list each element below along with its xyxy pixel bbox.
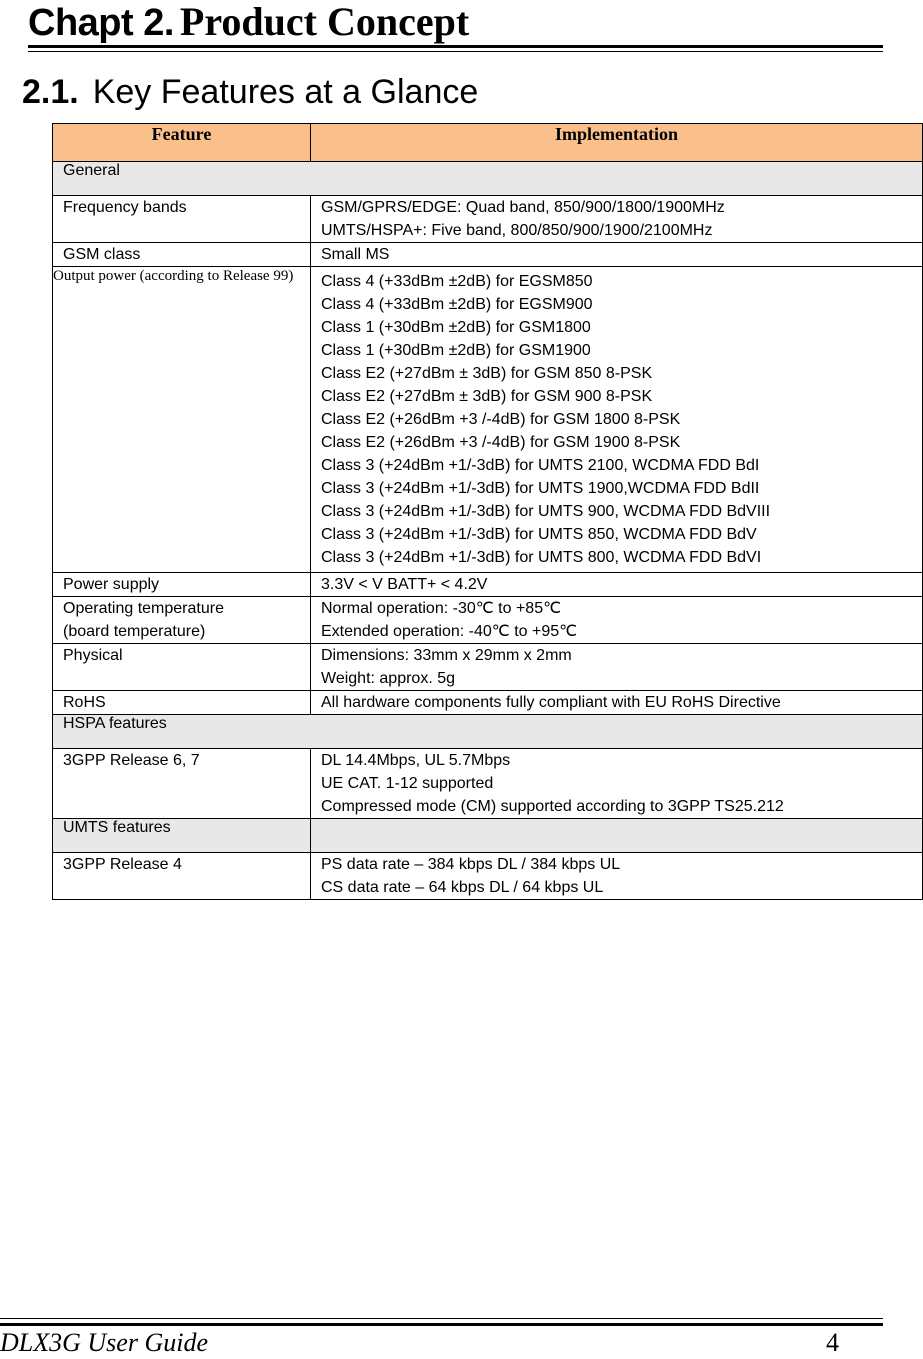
feature-cell: Power supply	[53, 573, 311, 597]
chapter-title	[28, 0, 469, 44]
implementation-line: PS data rate – 384 kbps DL / 384 kbps UL	[321, 856, 621, 873]
group-label: HSPA features	[53, 715, 923, 749]
implementation-cell	[311, 267, 923, 573]
implementation-line: CS data rate – 64 kbps DL / 64 kbps UL	[321, 879, 604, 896]
footer-document-title: DLX3G User Guide	[0, 1328, 208, 1357]
implementation-line: Class 1 (+30dBm ±2dB) for GSM1900	[321, 342, 591, 359]
implementation-line: Extended operation: -40℃ to +95℃	[321, 623, 578, 640]
implementation-line: Normal operation: -30℃ to +85℃	[321, 600, 562, 617]
implementation-line: Class E2 (+27dBm ± 3dB) for GSM 900 8-PSK	[321, 388, 653, 405]
table-row	[53, 573, 923, 597]
table-row	[53, 691, 923, 715]
implementation-cell	[311, 691, 923, 715]
feature-cell: 3GPP Release 4	[53, 853, 311, 900]
implementation-line: Class E2 (+27dBm ± 3dB) for GSM 850 8-PSK	[321, 365, 653, 382]
feature-cell: Physical	[53, 644, 311, 691]
implementation-line: Class 3 (+24dBm +1/-3dB) for UMTS 900, WCDMA FDD BdVIII	[321, 503, 771, 520]
implementation-line: GSM/GPRS/EDGE: Quad band, 850/900/1800/1900MHz	[321, 199, 725, 216]
implementation-cell	[311, 853, 923, 900]
footer-rule-thick	[0, 1323, 883, 1326]
implementation-line: 3.3V < V BATT+ < 4.2V	[321, 576, 488, 593]
feature-cell: Output power (according to Release 99)	[53, 267, 311, 573]
table-header-row	[53, 124, 923, 162]
header-implementation: Implementation	[311, 124, 923, 162]
group-row-general	[53, 162, 923, 196]
implementation-cell	[311, 597, 923, 644]
section-title: Key Features at a Glance	[92, 73, 479, 111]
implementation-cell	[311, 196, 923, 243]
implementation-line: UMTS/HSPA+: Five band, 800/850/900/1900/2100MHz	[321, 222, 713, 239]
group-empty-cell	[311, 819, 923, 853]
implementation-line: All hardware components fully compliant with EU RoHS Directive	[321, 694, 781, 711]
feature-cell: Frequency bands	[53, 196, 311, 243]
implementation-line: Class 3 (+24dBm +1/-3dB) for UMTS 1900,WCDMA FDD BdII	[321, 480, 760, 497]
implementation-line: Class 3 (+24dBm +1/-3dB) for UMTS 2100, WCDMA FDD BdI	[321, 457, 760, 474]
footer-page-number: 4	[826, 1328, 839, 1357]
group-label: UMTS features	[53, 819, 311, 853]
implementation-cell	[311, 749, 923, 819]
table-row	[53, 597, 923, 644]
implementation-line: Compressed mode (CM) supported according to 3GPP TS25.212	[321, 798, 784, 815]
header-rule-thick	[28, 45, 883, 48]
implementation-cell	[311, 243, 923, 267]
feature-cell: 3GPP Release 6, 7	[53, 749, 311, 819]
implementation-line: Class 3 (+24dBm +1/-3dB) for UMTS 800, WCDMA FDD BdVI	[321, 549, 762, 566]
header-feature: Feature	[53, 124, 311, 162]
table-row	[53, 196, 923, 243]
features-table	[52, 123, 923, 900]
group-label: General	[53, 162, 923, 196]
implementation-line: Class 4 (+33dBm ±2dB) for EGSM850	[321, 273, 593, 290]
footer-rule-thin	[0, 1318, 883, 1319]
table-row	[53, 243, 923, 267]
chapter-name: Product Concept	[179, 0, 470, 44]
feature-line: (board temperature)	[63, 623, 206, 640]
group-row-hspa	[53, 715, 923, 749]
implementation-line: Small MS	[321, 246, 390, 263]
chapter-label: Chapt 2.	[28, 2, 174, 44]
implementation-line: Dimensions: 33mm x 29mm x 2mm	[321, 647, 572, 664]
group-row-umts	[53, 819, 923, 853]
implementation-line: Class 1 (+30dBm ±2dB) for GSM1800	[321, 319, 591, 336]
implementation-line: Class E2 (+26dBm +3 /-4dB) for GSM 1900 8-PSK	[321, 434, 681, 451]
table-row	[53, 749, 923, 819]
implementation-line: Class 3 (+24dBm +1/-3dB) for UMTS 850, WCDMA FDD BdV	[321, 526, 757, 543]
table-row	[53, 267, 923, 573]
table-row	[53, 644, 923, 691]
section-heading	[22, 72, 478, 112]
implementation-line: Class 4 (+33dBm ±2dB) for EGSM900	[321, 296, 593, 313]
feature-cell	[53, 597, 311, 644]
implementation-cell	[311, 573, 923, 597]
feature-cell: GSM class	[53, 243, 311, 267]
implementation-cell	[311, 644, 923, 691]
section-number: 2.1.	[22, 73, 79, 111]
feature-cell: RoHS	[53, 691, 311, 715]
header-rule-thin	[28, 51, 883, 52]
implementation-line: Class E2 (+26dBm +3 /-4dB) for GSM 1800 8-PSK	[321, 411, 681, 428]
implementation-line: UE CAT. 1-12 supported	[321, 775, 494, 792]
table-row	[53, 853, 923, 900]
implementation-line: DL 14.4Mbps, UL 5.7Mbps	[321, 752, 511, 769]
feature-line: Operating temperature	[63, 600, 224, 617]
implementation-line: Weight: approx. 5g	[321, 670, 456, 687]
